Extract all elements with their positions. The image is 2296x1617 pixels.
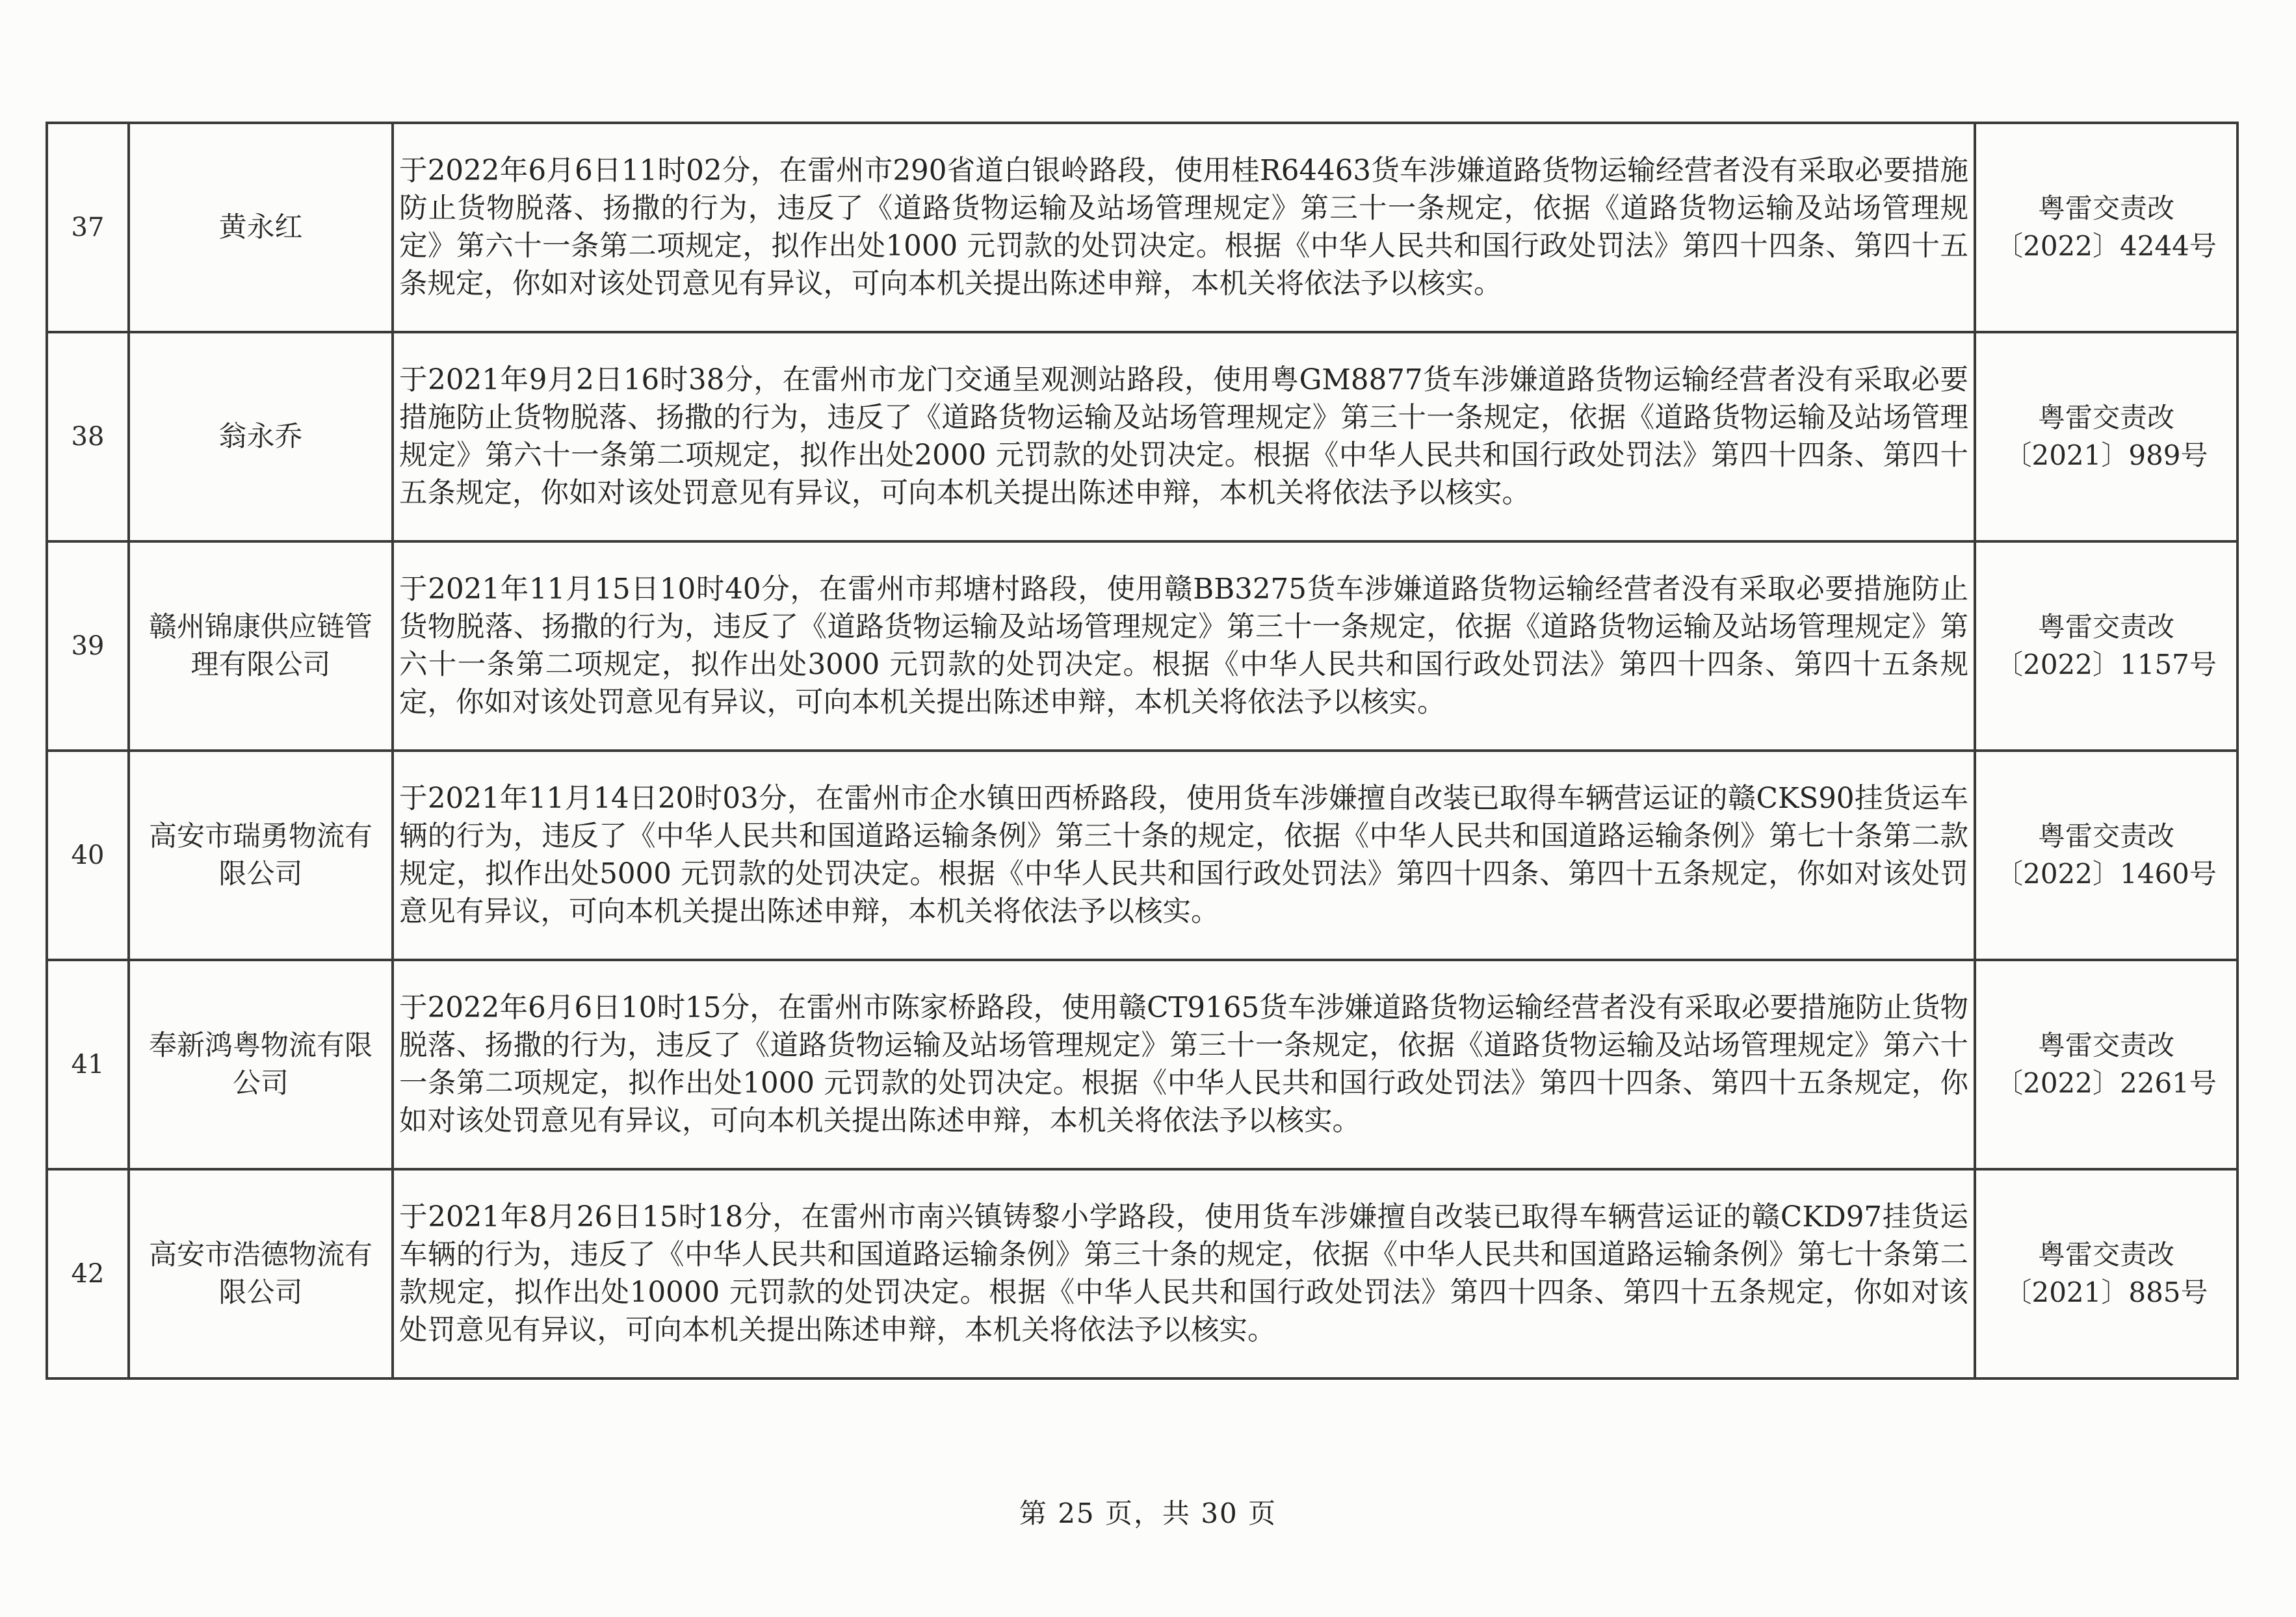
violation-description: 于2022年6月6日10时15分，在雷州市陈家桥路段，使用赣CT9165货车涉嫌道路货物运输经营者没有采取必要措施防止货物脱落、扬撒的行为，违反了《道路货物运输及站场管理规定》第三十一条规定，依据《道路货物运输及站场管理规定》第六十一条第二项规定，拟作出处1000 元罚款的处罚决定。根据《中华人民共和国行政处罚法》第四十四条、第四十五条规定，你如对该处罚意见有异议，可向本机关提出陈述申辩，本机关将依法予以核实。 [393,960,1975,1169]
document-number-code: 〔2022〕1157号 [1996,649,2217,680]
violation-description: 于2021年11月14日20时03分，在雷州市企水镇田西桥路段，使用货车涉嫌擅自改装已取得车辆营运证的赣CKS90挂货运车辆的行为，违反了《中华人民共和国道路运输条例》第三十条的规定，依据《中华人民共和国道路运输条例》第七十条第二款规定，拟作出处5000 元罚款的处罚决定。根据《中华人民共和国行政处罚法》第四十四条、第四十五条规定，你如对该处罚意见有异议，可向本机关提出陈述申辩，本机关将依法予以核实。 [393,751,1975,960]
document-number [1975,541,2237,751]
page-footer [0,1492,2296,1531]
party-name: 黄永红 [129,123,393,332]
document-number-prefix: 粤雷交责改 [2037,611,2174,643]
document-number [1975,332,2237,541]
document-number-code: 〔2022〕2261号 [1996,1067,2217,1099]
page-number-label: 第 25 页，共 30 页 [1019,1497,1277,1529]
party-name: 翁永乔 [129,332,393,541]
document-number [1975,123,2237,332]
row-number: 40 [47,751,129,960]
row-number: 41 [47,960,129,1169]
document-number-prefix: 粤雷交责改 [2037,1029,2174,1061]
table-row [47,332,2237,541]
table-row [47,123,2237,332]
party-name: 高安市瑞勇物流有限公司 [129,751,393,960]
party-name: 高安市浩德物流有限公司 [129,1169,393,1378]
table-row [47,751,2237,960]
table-row [47,960,2237,1169]
document-number-prefix: 粤雷交责改 [2037,192,2174,224]
penalty-records-table [46,122,2239,1380]
row-number: 37 [47,123,129,332]
row-number: 38 [47,332,129,541]
document-number-prefix: 粤雷交责改 [2037,820,2174,852]
row-number: 42 [47,1169,129,1378]
document-number-prefix: 粤雷交责改 [2037,1239,2174,1271]
document-number [1975,960,2237,1169]
party-name: 奉新鸿粤物流有限公司 [129,960,393,1169]
document-number-code: 〔2021〕885号 [2004,1276,2208,1308]
document-number-prefix: 粤雷交责改 [2037,402,2174,433]
violation-description: 于2021年9月2日16时38分，在雷州市龙门交通呈观测站路段，使用粤GM8877货车涉嫌道路货物运输经营者没有采取必要措施防止货物脱落、扬撒的行为，违反了《道路货物运输及站场管理规定》第三十一条规定，依据《道路货物运输及站场管理规定》第六十一条第二项规定，拟作出处2000 元罚款的处罚决定。根据《中华人民共和国行政处罚法》第四十四条、第四十五条规定，你如对该处罚意见有异议，可向本机关提出陈述申辩，本机关将依法予以核实。 [393,332,1975,541]
document-number-code: 〔2022〕1460号 [1996,858,2217,890]
document-number-code: 〔2022〕4244号 [1996,230,2217,262]
violation-description: 于2022年6月6日11时02分，在雷州市290省道白银岭路段，使用桂R64463货车涉嫌道路货物运输经营者没有采取必要措施防止货物脱落、扬撒的行为，违反了《道路货物运输及站场管理规定》第三十一条规定，依据《道路货物运输及站场管理规定》第六十一条第二项规定，拟作出处1000 元罚款的处罚决定。根据《中华人民共和国行政处罚法》第四十四条、第四十五条规定，你如对该处罚意见有异议，可向本机关提出陈述申辩，本机关将依法予以核实。 [393,123,1975,332]
document-number-code: 〔2021〕989号 [2004,439,2208,471]
table-row [47,1169,2237,1378]
violation-description: 于2021年11月15日10时40分，在雷州市邦塘村路段，使用赣BB3275货车涉嫌道路货物运输经营者没有采取必要措施防止货物脱落、扬撒的行为，违反了《道路货物运输及站场管理规定》第三十一条规定，依据《道路货物运输及站场管理规定》第六十一条第二项规定，拟作出处3000 元罚款的处罚决定。根据《中华人民共和国行政处罚法》第四十四条、第四十五条规定，你如对该处罚意见有异议，可向本机关提出陈述申辩，本机关将依法予以核实。 [393,541,1975,751]
party-name: 赣州锦康供应链管理有限公司 [129,541,393,751]
violation-description: 于2021年8月26日15时18分，在雷州市南兴镇铸黎小学路段，使用货车涉嫌擅自改装已取得车辆营运证的赣CKD97挂货运车辆的行为，违反了《中华人民共和国道路运输条例》第三十条的规定，依据《中华人民共和国道路运输条例》第七十条第二款规定，拟作出处10000 元罚款的处罚决定。根据《中华人民共和国行政处罚法》第四十四条、第四十五条规定，你如对该处罚意见有异议，可向本机关提出陈述申辩，本机关将依法予以核实。 [393,1169,1975,1378]
row-number: 39 [47,541,129,751]
table-row [47,541,2237,751]
document-number [1975,1169,2237,1378]
document-number [1975,751,2237,960]
